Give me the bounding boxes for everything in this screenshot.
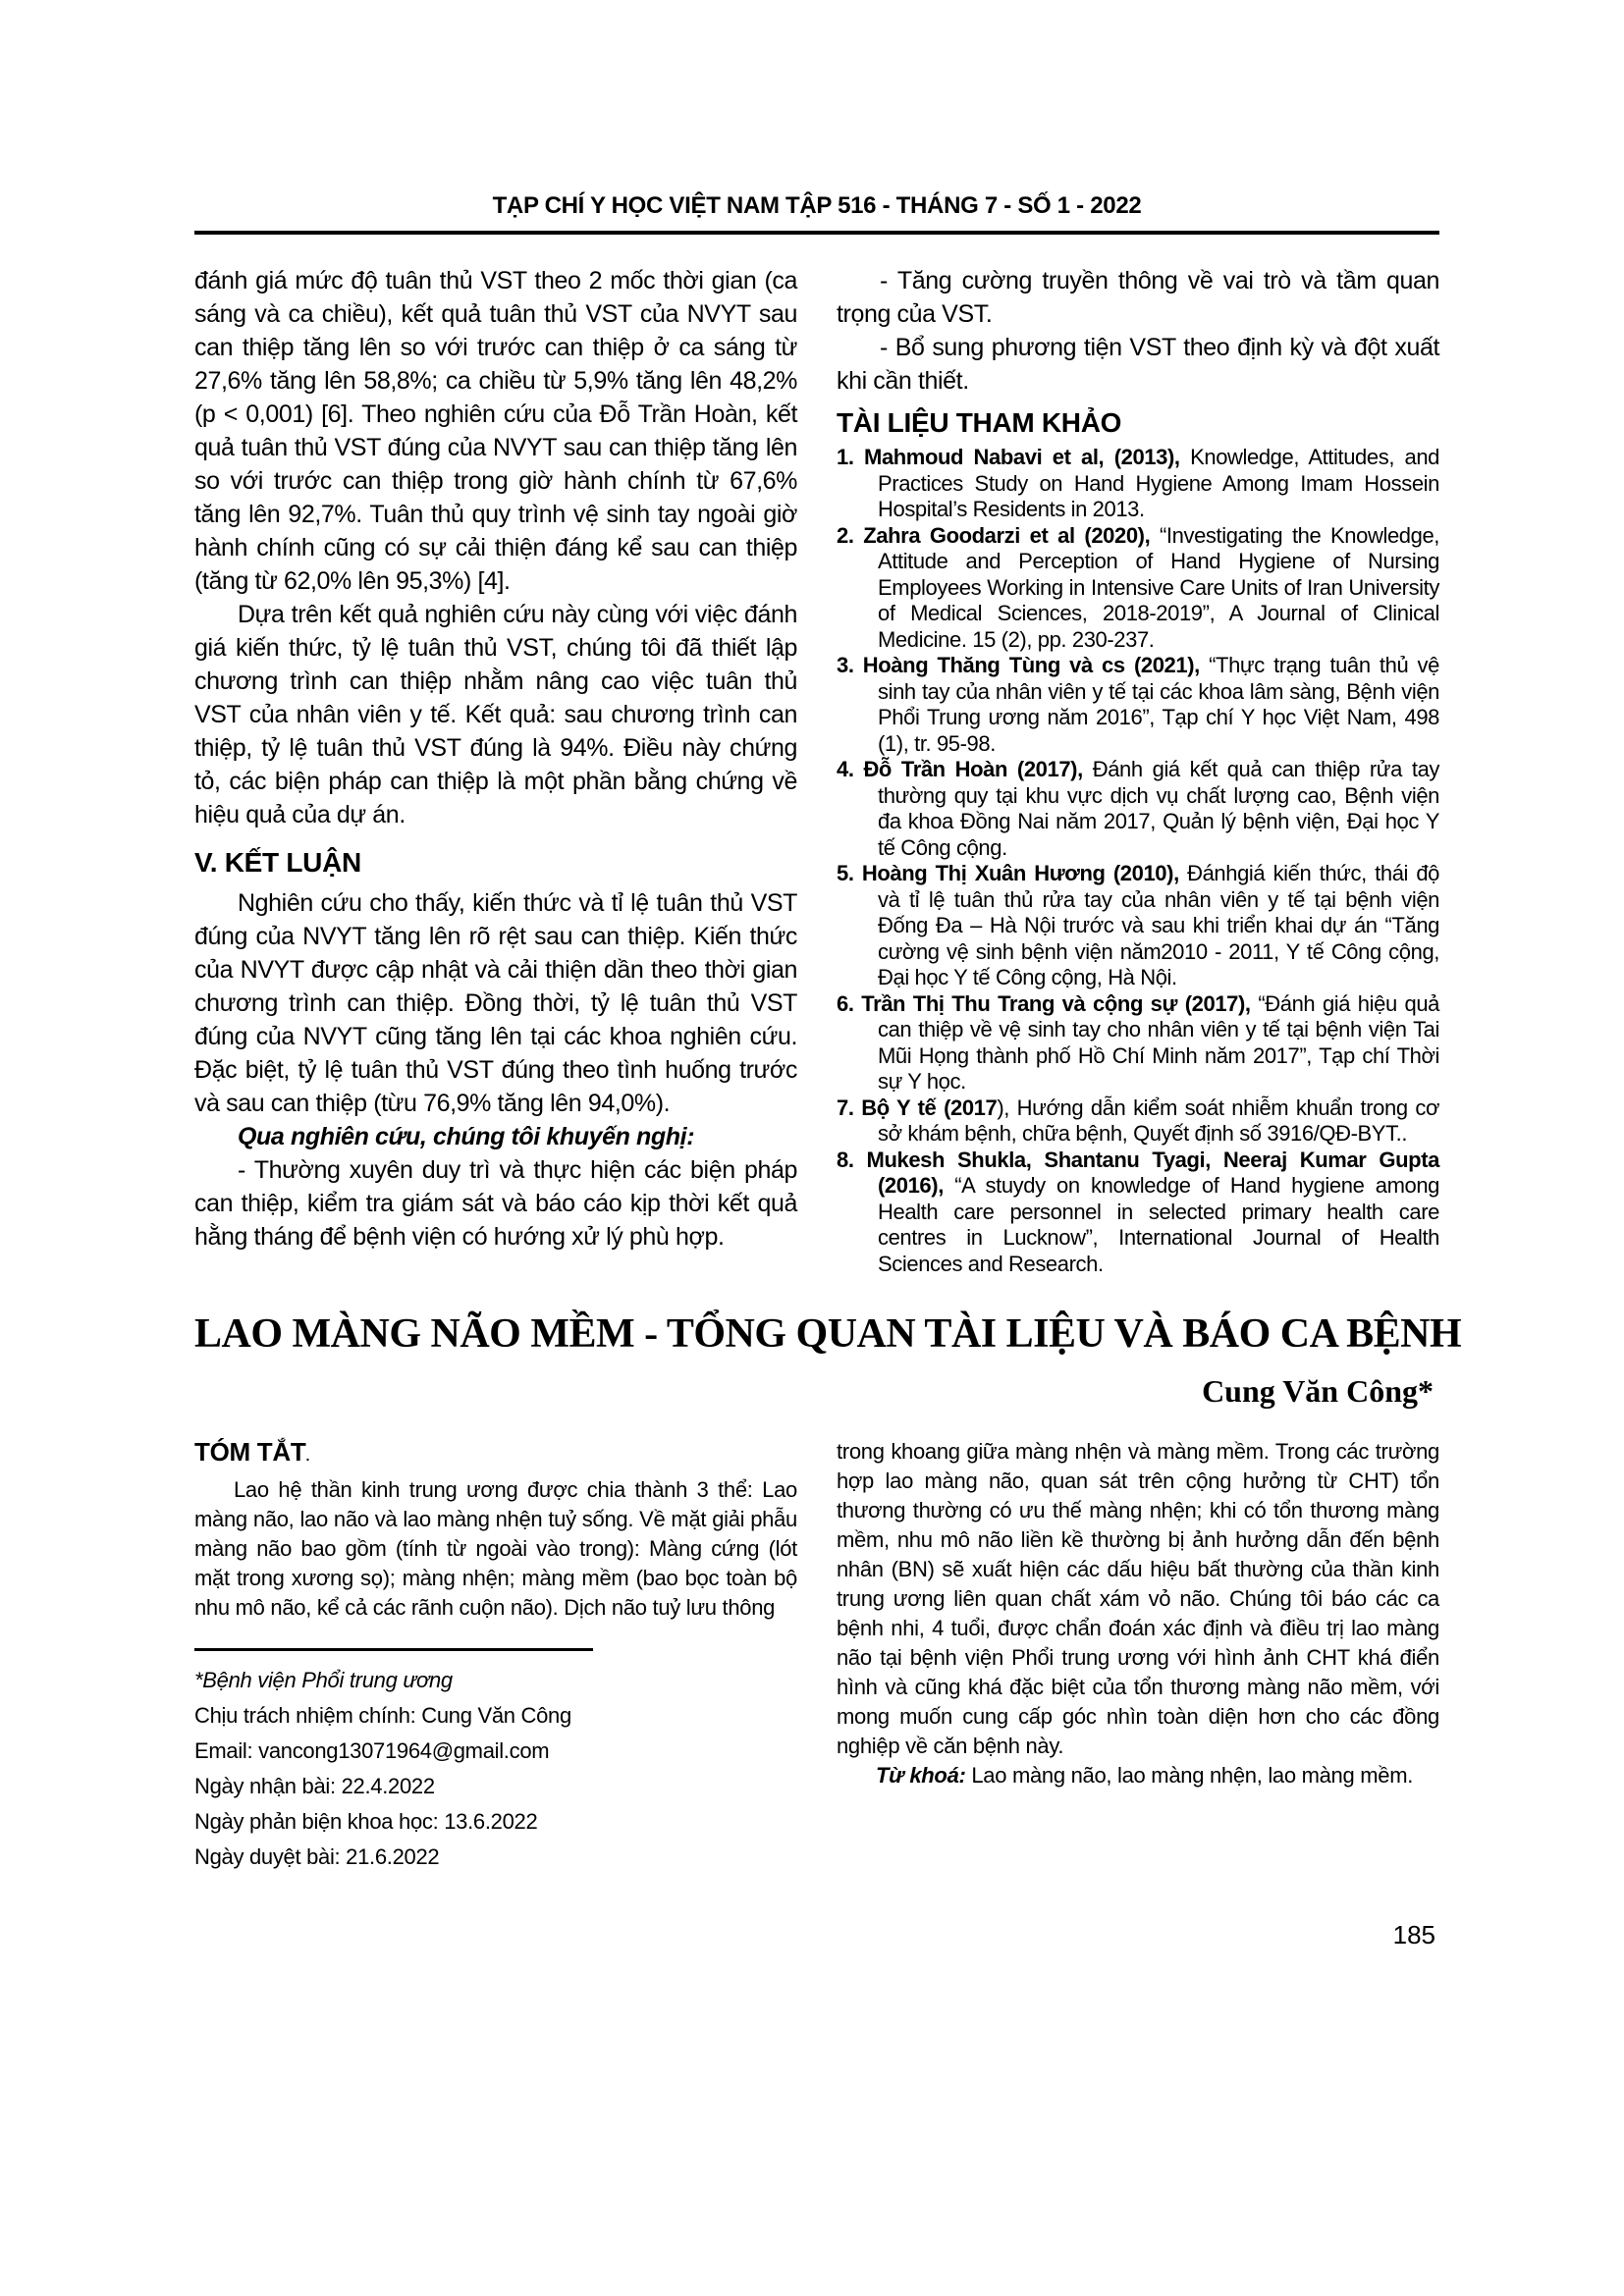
reference-item xyxy=(837,1148,1439,1278)
abstract-text-left: Lao hệ thần kinh trung ương được chia thành 3 thể: Lao màng não, lao não và lao màng nhện tuỷ sống. Về mặt giải phẫu màng não bao gồm (tính từ ngoài vào trong): Màng cứng (lót mặt trong xương sọ); màng nhện; màng mềm (bao bọc toàn bộ nhu mô não, kể cả các rãnh cuộn não). Dịch não tuỷ lưu thông xyxy=(194,1477,797,1620)
article-author: Cung Văn Công* xyxy=(1202,1373,1434,1409)
reference-text: “Investigating the Knowledge, Attitude and Perception of Hand Hygiene of Nursing Employees Working in Intensive Care Units of Iran University of Medical Sciences, 2018-2019”, A Journal of Clinical Medicine. 15 (2), pp. 230-237. xyxy=(878,522,1439,652)
reference-item xyxy=(837,991,1439,1095)
reference-text: Knowledge, Attitudes, and Practices Study on Hand Hygiene Among Imam Hossein Hospital’s Residents in 2013. xyxy=(878,445,1440,521)
article2-left-column xyxy=(194,1437,797,1875)
reference-authors: 4. Đỗ Trần Hoàn (2017), xyxy=(837,757,1083,781)
reference-item xyxy=(837,1095,1439,1148)
paragraph: đánh giá mức độ tuân thủ VST theo 2 mốc thời gian (ca sáng và ca chiều), kết quả tuân thủ VST của NVYT sau can thiệp tăng lên so với trước can thiệp ở ca sáng từ 27,6% tăng lên 58,8%; ca chiều từ 5,9% tăng lên 48,2% (p < 0,001) [6]. Theo nghiên cứu của Đỗ Trần Hoàn, kết quả tuân thủ VST đúng của NVYT sau can thiệp tăng lên so với trước can thiệp trong giờ hành chính từ 67,6% tăng lên 92,7%. Tuân thủ quy trình vệ sinh tay ngoài giờ hành chính cũng có sự cải thiện đáng kể sau can thiệp (tăng từ 62,0% lên 95,3%) [4]. xyxy=(194,267,797,595)
paragraph: - Tăng cường truyền thông về vai trò và tầm quan trọng của VST. xyxy=(837,267,1439,328)
article2-right-column xyxy=(837,1437,1439,1875)
journal-running-head: TẠP CHÍ Y HỌC VIỆT NAM TẬP 516 - THÁNG 7 - SỐ 1 - 2022 xyxy=(492,192,1142,219)
reference-item xyxy=(837,757,1439,861)
reference-text: ), Hướng dẫn kiểm soát nhiễm khuẩn trong cơ sở khám bệnh, chữa bệnh, Quyết định số 3916/QĐ-BYT.. xyxy=(878,1095,1439,1146)
abstract-heading-dot: . xyxy=(305,1448,310,1464)
reference-text: “Đánh giá hiệu quả can thiệp về vệ sinh tay cho nhân viên y tế tại bệnh viện Tai Mũi Họng thành phố Hồ Chí Minh năm 2017”, Tạp chí Thời sự Y học. xyxy=(878,990,1439,1094)
reference-authors: 8. Mukesh Shukla, Shantanu Tyagi, Neeraj Kumar Gupta (2016), xyxy=(837,1147,1439,1198)
footnote-affiliation: *Bệnh viện Phổi trung ương xyxy=(194,1668,453,1692)
reference-authors: 2. Zahra Goodarzi et al (2020), xyxy=(837,522,1151,548)
article1-left-column xyxy=(194,264,797,1277)
reference-text: Đánh giá kết quả can thiệp rửa tay thường quy tại khu vực dịch vụ chất lượng cao, Bệnh viện đa khoa Đồng Nai năm 2017, Quản lý bệnh viện, Đại học Y tế Công cộng. xyxy=(878,757,1440,860)
article2-columns xyxy=(194,1437,1439,1875)
reference-list xyxy=(837,445,1439,1277)
reference-text: Đánhgiá kiến thức, thái độ và tỉ lệ tuân thủ rửa tay của nhân viên y tế tại bệnh viện Đống Đa – Hà Nội trước và sau khi triển khai dự án “Tăng cường vệ sinh bệnh viện năm2010 - 2011, Y tế Công cộng, Đại học Y tế Công cộng, Hà Nội. xyxy=(878,861,1439,989)
reference-authors: 6. Trần Thị Thu Trang và cộng sự (2017), xyxy=(837,990,1251,1016)
abstract-text-right: trong khoang giữa màng nhện và màng mềm. Trong các trường hợp lao màng não, quan sát trên cộng hưởng từ CHT) tổn thương thường có ưu thế màng nhện; khi có tổn thương màng mềm, nhu mô não liền kề thường bị ảnh hưởng dẫn đến bệnh nhân (BN) sẽ xuất hiện các dấu hiệu bất thường của thần kinh trung ương liên quan chất xám vỏ não. Chúng tôi báo các ca bệnh nhi, 4 tuổi, được chẩn đoán xác định và điều trị lao màng não tại bệnh viện Phổi trung ương với hình ảnh CHT khá điển hình và cũng khá đặc biệt của tổn thương màng não mềm, với mong muốn cung cấp góc nhìn toàn diện hơn cho các đồng nghiệp về căn bệnh này. xyxy=(837,1439,1439,1758)
reference-authors: 7. Bộ Y tế (2017 xyxy=(837,1095,998,1120)
footnote-line-email: Email: vancong13071964@gmail.com xyxy=(194,1738,550,1763)
footnote-line: Ngày nhận bài: 22.4.2022 xyxy=(194,1774,435,1798)
footnote-line: Chịu trách nhiệm chính: Cung Văn Công xyxy=(194,1703,571,1728)
paragraph: - Bổ sung phương tiện VST theo định kỳ và đột xuất khi cần thiết. xyxy=(837,334,1439,395)
reference-item xyxy=(837,653,1439,757)
footnote-block xyxy=(194,1648,797,1875)
reference-item xyxy=(837,445,1439,523)
article1-columns xyxy=(194,264,1439,1277)
reference-authors: 1. Mahmoud Nabavi et al, (2013), xyxy=(837,445,1180,469)
reference-authors: 3. Hoàng Thăng Tùng và cs (2021), xyxy=(837,653,1200,677)
reference-text: “Thực trạng tuân thủ vệ sinh tay của nhân viên y tế tại các khoa lâm sàng, Bệnh viện Phổi Trung ương năm 2016”, Tạp chí Y học Việt Nam, 498 (1), tr. 95-98. xyxy=(878,653,1439,756)
footnote-rule xyxy=(194,1648,593,1651)
keywords-text: Lao màng não, lao màng nhện, lao màng mềm. xyxy=(965,1763,1414,1788)
article-title: LAO MÀNG NÃO MỀM - TỔNG QUAN TÀI LIỆU VÀ BÁO CA BỆNH xyxy=(194,1311,1462,1357)
paragraph: Nghiên cứu cho thấy, kiến thức và tỉ lệ tuân thủ VST đúng của NVYT tăng lên rõ rệt sau can thiệp. Kiến thức của NVYT được cập nhật và cải thiện dần theo thời gian chương trình can thiệp. Đồng thời, tỷ lệ tuân thủ VST đúng của NVYT cũng tăng lên tại các khoa nghiên cứu. Đặc biệt, tỷ lệ tuân thủ VST đúng theo tình huống trước và sau can thiệp (từu 76,9% tăng lên 94,0%). xyxy=(194,889,797,1117)
reference-item xyxy=(837,861,1439,991)
references-heading: TÀI LIỆU THAM KHẢO xyxy=(837,407,1122,438)
abstract-heading xyxy=(194,1437,797,1468)
keywords-label: Từ khoá: xyxy=(876,1763,966,1788)
paragraph: - Thường xuyên duy trì và thực hiện các biện pháp can thiệp, kiểm tra giám sát và báo cáo kịp thời kết quả hằng tháng để bệnh viện có hướng xử lý phù hợp. xyxy=(194,1156,797,1251)
page-number: 185 xyxy=(1392,1920,1435,1949)
conclusion-heading: V. KẾT LUẬN xyxy=(194,847,361,878)
article1-right-column xyxy=(837,264,1439,1277)
abstract-heading-text: TÓM TẮT xyxy=(194,1437,306,1467)
reference-item xyxy=(837,523,1439,654)
paragraph: Dựa trên kết quả nghiên cứu này cùng với việc đánh giá kiến thức, tỷ lệ tuân thủ VST, chúng tôi đã thiết lập chương trình can thiệp nhằm nâng cao việc tuân thủ VST của nhân viên y tế. Kết quả: sau chương trình can thiệp, tỷ lệ tuân thủ VST đúng là 94%. Điều này chứng tỏ, các biện pháp can thiệp là một phần bằng chứng về hiệu quả của dự án. xyxy=(194,601,797,828)
reference-text: “A stuydy on knowledge of Hand hygiene among Health care personnel in selected primary health care centres in Lucknow”, International Journal of Health Sciences and Research. xyxy=(878,1173,1439,1276)
footnote-line: Ngày phản biện khoa học: 13.6.2022 xyxy=(194,1809,538,1834)
header-rule xyxy=(194,231,1439,235)
footnote-line: Ngày duyệt bài: 21.6.2022 xyxy=(194,1844,440,1869)
keywords-line xyxy=(837,1761,1439,1790)
reference-authors: 5. Hoàng Thị Xuân Hương (2010), xyxy=(837,861,1179,885)
recommendation-lead: Qua nghiên cứu, chúng tôi khuyến nghị: xyxy=(238,1123,695,1150)
